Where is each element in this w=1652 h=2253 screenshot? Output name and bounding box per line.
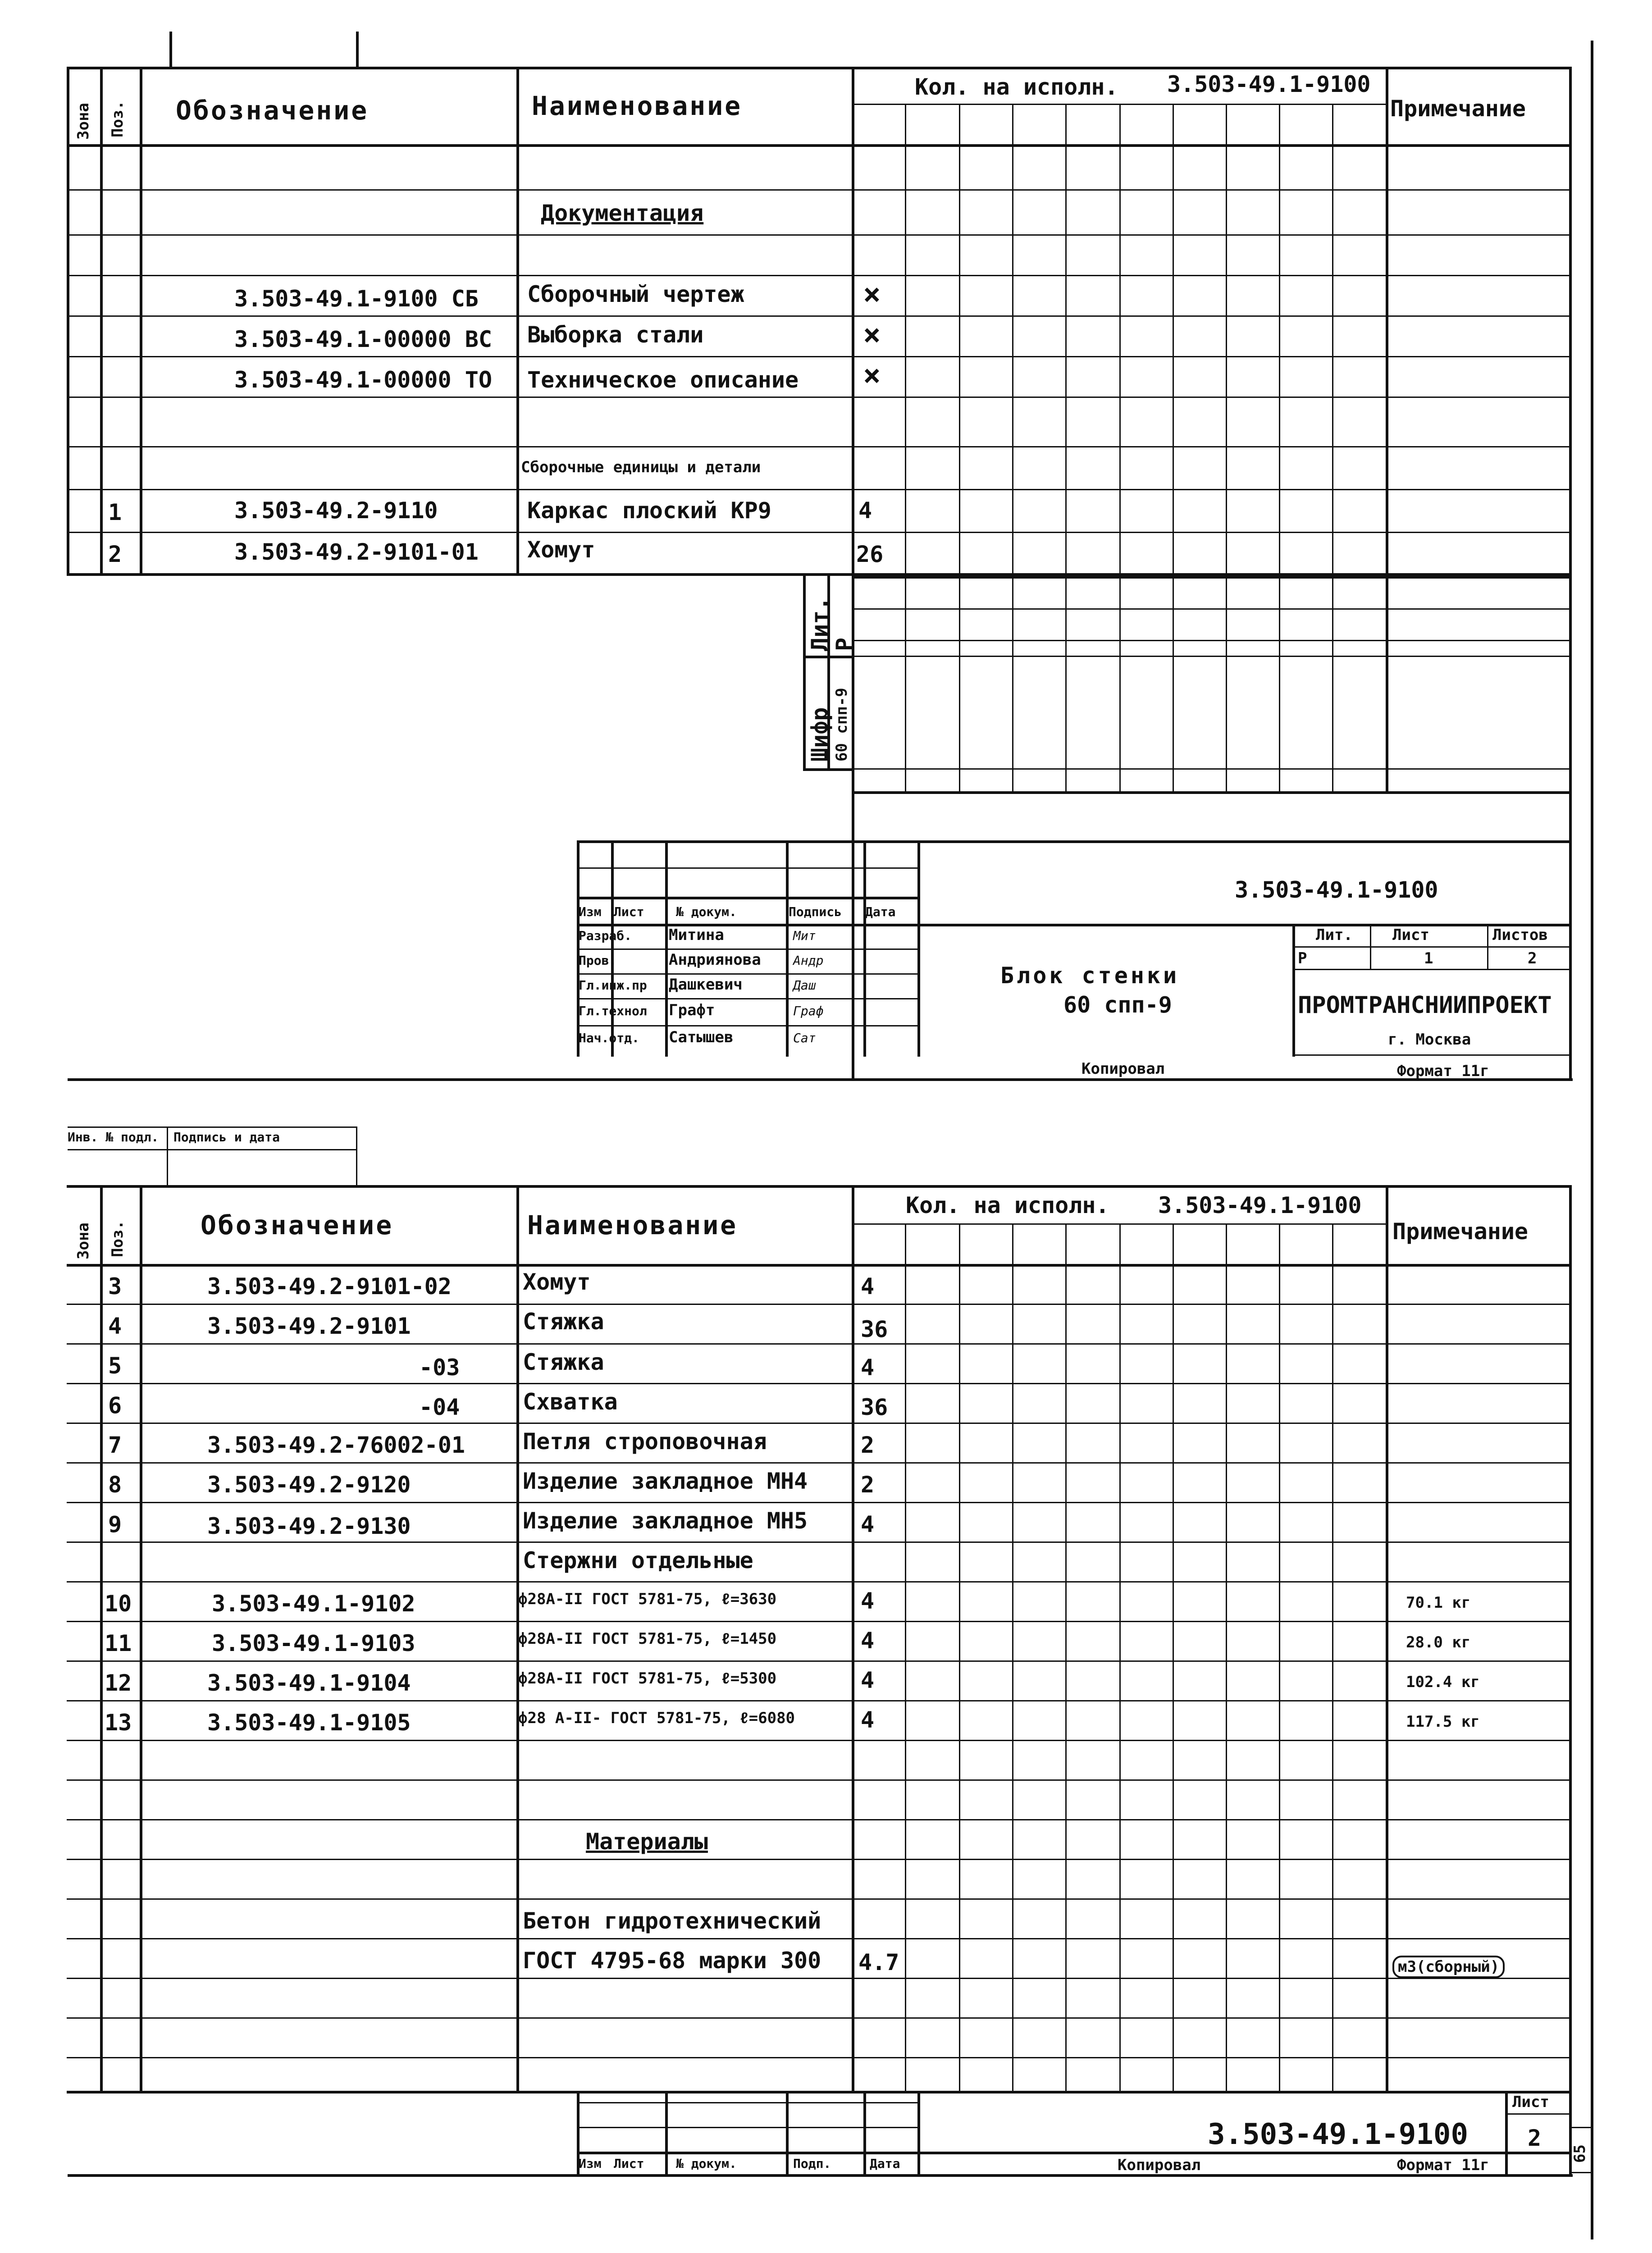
s2-rods-heading: Стержни отдельные bbox=[523, 1547, 753, 1573]
doc-row-2-designation: 3.503-49.1-00000 ВС bbox=[234, 326, 492, 352]
s2-row-12-name: ф28А-II ГОСТ 5781-75, ℓ=5300 bbox=[518, 1669, 777, 1687]
doc-row-1-qty: × bbox=[863, 277, 881, 311]
s2-row-12-qty: 4 bbox=[861, 1667, 875, 1693]
unit-row-1-name: Каркас плоский КР9 bbox=[527, 497, 771, 524]
tb1-item-code: 60 спп-9 bbox=[1063, 992, 1172, 1018]
tb1-col-izm: Изм bbox=[579, 904, 602, 919]
s2-row-5-qty: 4 bbox=[861, 1355, 875, 1381]
tb1-sign-3: Даш bbox=[793, 978, 816, 993]
tb1-name-2: Андриянова bbox=[669, 951, 761, 969]
s2-row-6-name: Схватка bbox=[523, 1389, 618, 1415]
tb2-col-date: Дата bbox=[870, 2156, 900, 2171]
s2-row-10-name: ф28А-II ГОСТ 5781-75, ℓ=3630 bbox=[518, 1590, 777, 1608]
s2-row-13-name: ф28 А-II- ГОСТ 5781-75, ℓ=6080 bbox=[518, 1709, 795, 1727]
s2-row-9-name: Изделие закладное МН5 bbox=[523, 1508, 808, 1534]
doc-row-1-designation: 3.503-49.1-9100 СБ bbox=[234, 286, 479, 312]
tb1-doc-number: 3.503-49.1-9100 bbox=[1235, 877, 1438, 903]
s2-row-4-pos: 4 bbox=[108, 1313, 122, 1339]
s2-row-5-name: Стяжка bbox=[523, 1349, 604, 1375]
doc-row-3-designation: 3.503-49.1-00000 ТО bbox=[234, 367, 492, 393]
tb2-col-list: Лист bbox=[614, 2156, 644, 2171]
s2-row-6-pos: 6 bbox=[108, 1392, 122, 1418]
header-zone: Зона bbox=[74, 103, 92, 140]
tb2-sheet-value: 2 bbox=[1528, 2125, 1542, 2151]
s2-row-11-name: ф28А-II ГОСТ 5781-75, ℓ=1450 bbox=[518, 1630, 777, 1648]
tb1-name-1: Митина bbox=[669, 926, 724, 944]
s2-row-13-pos: 13 bbox=[105, 1710, 132, 1736]
tb1-item-name: Блок стенки bbox=[1000, 962, 1180, 989]
tb1-name-3: Дашкевич bbox=[669, 976, 743, 994]
s2-header-name: Наименование bbox=[527, 1210, 738, 1241]
s2-concrete-line2: ГОСТ 4795-68 марки 300 bbox=[523, 1947, 821, 1974]
header-pos: Поз. bbox=[109, 100, 127, 137]
s2-row-7-designation: 3.503-49.2-76002-01 bbox=[207, 1432, 465, 1458]
s2-row-5-designation: -03 bbox=[419, 1355, 460, 1381]
tb1-name-5: Сатышев bbox=[669, 1028, 734, 1046]
s2-header-note: Примечание bbox=[1392, 1218, 1529, 1245]
s2-header-zone: Зона bbox=[74, 1222, 92, 1259]
unit-row-1-designation: 3.503-49.2-9110 bbox=[234, 497, 438, 524]
tb1-sign-4: Граф bbox=[793, 1003, 824, 1018]
s2-row-13-qty: 4 bbox=[861, 1707, 875, 1733]
s2-concrete-line1: Бетон гидротехнический bbox=[523, 1908, 821, 1934]
s2-row-3-qty: 4 bbox=[861, 1273, 875, 1300]
tb1-sheet-value: 1 bbox=[1424, 949, 1433, 967]
tb1-role-3: Гл.инж.пр bbox=[579, 978, 647, 993]
header-designation: Обозначение bbox=[176, 95, 369, 126]
s2-header-designation: Обозначение bbox=[201, 1210, 394, 1241]
s2-row-9-designation: 3.503-49.2-9130 bbox=[207, 1513, 411, 1539]
s2-row-10-note: 70.1 кг bbox=[1406, 1594, 1471, 1612]
s2-row-9-pos: 9 bbox=[108, 1511, 122, 1537]
inv-label: Инв. № подл. bbox=[68, 1130, 159, 1145]
s2-row-6-qty: 36 bbox=[861, 1394, 888, 1420]
unit-row-2-designation: 3.503-49.2-9101-01 bbox=[234, 539, 479, 565]
tb2-col-izm: Изм bbox=[579, 2156, 602, 2171]
s2-row-4-name: Стяжка bbox=[523, 1309, 604, 1335]
header-note: Примечание bbox=[1390, 96, 1526, 122]
doc-row-1-name: Сборочный чертеж bbox=[527, 281, 744, 307]
tb1-sign-2: Андр bbox=[793, 953, 824, 968]
tb1-lit-header: Лит. bbox=[1316, 926, 1353, 944]
tb1-format: Формат 11г bbox=[1397, 1062, 1489, 1080]
tb1-sheet-header: Лист bbox=[1392, 926, 1429, 944]
sign-date-label: Подпись и дата bbox=[173, 1130, 280, 1145]
s2-row-10-qty: 4 bbox=[861, 1588, 875, 1614]
s2-row-11-qty: 4 bbox=[861, 1628, 875, 1654]
tb1-sign-5: Сат bbox=[793, 1031, 816, 1045]
section-documentation: Документация bbox=[541, 200, 704, 226]
tb1-sign-1: Мит bbox=[793, 928, 816, 943]
s2-row-12-note: 102.4 кг bbox=[1406, 1673, 1480, 1691]
shifr-value: 60 спп-9 bbox=[833, 688, 851, 762]
s2-row-8-name: Изделие закладное МН4 bbox=[523, 1468, 808, 1494]
s2-row-6-designation: -04 bbox=[419, 1394, 460, 1420]
doc-row-2-name: Выборка стали bbox=[527, 322, 704, 348]
s2-row-8-qty: 2 bbox=[861, 1472, 875, 1498]
s2-row-12-pos: 12 bbox=[105, 1670, 132, 1696]
tb1-city: г. Москва bbox=[1388, 1031, 1471, 1049]
tb2-copied: Копировал bbox=[1118, 2156, 1201, 2174]
doc-row-3-name: Техническое описание bbox=[527, 367, 799, 393]
unit-row-2-name: Хомут bbox=[527, 537, 595, 563]
tb1-lit-value: Р bbox=[1298, 949, 1307, 967]
s2-row-3-designation: 3.503-49.2-9101-02 bbox=[207, 1273, 452, 1300]
tb1-role-1: Разраб. bbox=[579, 928, 632, 943]
section-units: Сборочные единицы и детали bbox=[521, 458, 761, 476]
tb1-col-sign: Подпись bbox=[789, 904, 842, 919]
tb1-col-doc: № докум. bbox=[676, 904, 737, 919]
s2-row-5-pos: 5 bbox=[108, 1353, 122, 1379]
header-qty-doc: 3.503-49.1-9100 bbox=[1167, 71, 1371, 97]
tb2-col-doc: № докум. bbox=[676, 2156, 737, 2171]
s2-row-3-pos: 3 bbox=[108, 1273, 122, 1300]
tb2-side-number: 65 bbox=[1571, 2144, 1589, 2163]
tb2-doc-number: 3.503-49.1-9100 bbox=[1208, 2118, 1468, 2151]
header-name: Наименование bbox=[532, 91, 743, 121]
tb1-organization: ПРОМТРАНСНИИПРОЕКТ bbox=[1298, 992, 1552, 1019]
tb1-col-date: Дата bbox=[865, 904, 896, 919]
s2-row-9-qty: 4 bbox=[861, 1511, 875, 1537]
s2-header-pos: Поз. bbox=[109, 1220, 127, 1257]
tb1-role-4: Гл.технол bbox=[579, 1003, 647, 1018]
s2-row-13-designation: 3.503-49.1-9105 bbox=[207, 1710, 411, 1736]
doc-row-3-qty: × bbox=[863, 358, 881, 392]
tb1-role-2: Пров. bbox=[579, 953, 617, 968]
tb1-sheets-header: Листов bbox=[1492, 926, 1548, 944]
s2-row-10-designation: 3.503-49.1-9102 bbox=[212, 1591, 415, 1617]
s2-row-12-designation: 3.503-49.1-9104 bbox=[207, 1670, 411, 1696]
s2-section-materials: Материалы bbox=[586, 1829, 708, 1855]
tb2-format: Формат 11г bbox=[1397, 2156, 1489, 2174]
s2-row-4-designation: 3.503-49.2-9101 bbox=[207, 1313, 411, 1339]
s2-row-11-note: 28.0 кг bbox=[1406, 1633, 1471, 1651]
s2-concrete-note: м3(сборный) bbox=[1392, 1956, 1505, 1978]
unit-row-2-pos: 2 bbox=[108, 541, 122, 567]
header-qty: Кол. на исполн. bbox=[915, 74, 1118, 100]
s2-row-7-qty: 2 bbox=[861, 1432, 875, 1458]
s2-concrete-qty: 4.7 bbox=[858, 1949, 899, 1975]
lit-label: Лит. bbox=[807, 597, 833, 651]
tb1-name-4: Графт bbox=[669, 1001, 715, 1019]
s2-row-8-designation: 3.503-49.2-9120 bbox=[207, 1472, 411, 1498]
s2-row-7-pos: 7 bbox=[108, 1432, 122, 1458]
lit-value: Р bbox=[831, 637, 858, 651]
unit-row-2-qty: 26 bbox=[856, 541, 884, 567]
s2-row-4-qty: 36 bbox=[861, 1316, 888, 1342]
shifr-label: Шифр bbox=[807, 707, 833, 762]
tb1-copied: Копировал bbox=[1082, 1060, 1165, 1078]
doc-row-2-qty: × bbox=[863, 317, 881, 352]
s2-row-13-note: 117.5 кг bbox=[1406, 1713, 1480, 1731]
s2-row-10-pos: 10 bbox=[105, 1591, 132, 1617]
tb1-role-5: Нач.отд. bbox=[579, 1031, 639, 1045]
s2-row-11-pos: 11 bbox=[105, 1630, 132, 1656]
s2-header-qty-doc: 3.503-49.1-9100 bbox=[1158, 1192, 1362, 1218]
tb1-sheets-value: 2 bbox=[1528, 949, 1537, 967]
s2-row-11-designation: 3.503-49.1-9103 bbox=[212, 1630, 415, 1656]
s2-row-8-pos: 8 bbox=[108, 1472, 122, 1498]
s2-header-qty: Кол. на исполн. bbox=[906, 1192, 1109, 1218]
unit-row-1-qty: 4 bbox=[858, 497, 872, 524]
tb2-sheet-label: Лист bbox=[1512, 2093, 1549, 2111]
s2-row-3-name: Хомут bbox=[523, 1269, 591, 1295]
tb2-col-sign: Подп. bbox=[793, 2156, 831, 2171]
unit-row-1-pos: 1 bbox=[108, 499, 122, 525]
tb1-col-list: Лист bbox=[614, 904, 644, 919]
s2-row-7-name: Петля строповочная bbox=[523, 1428, 767, 1455]
